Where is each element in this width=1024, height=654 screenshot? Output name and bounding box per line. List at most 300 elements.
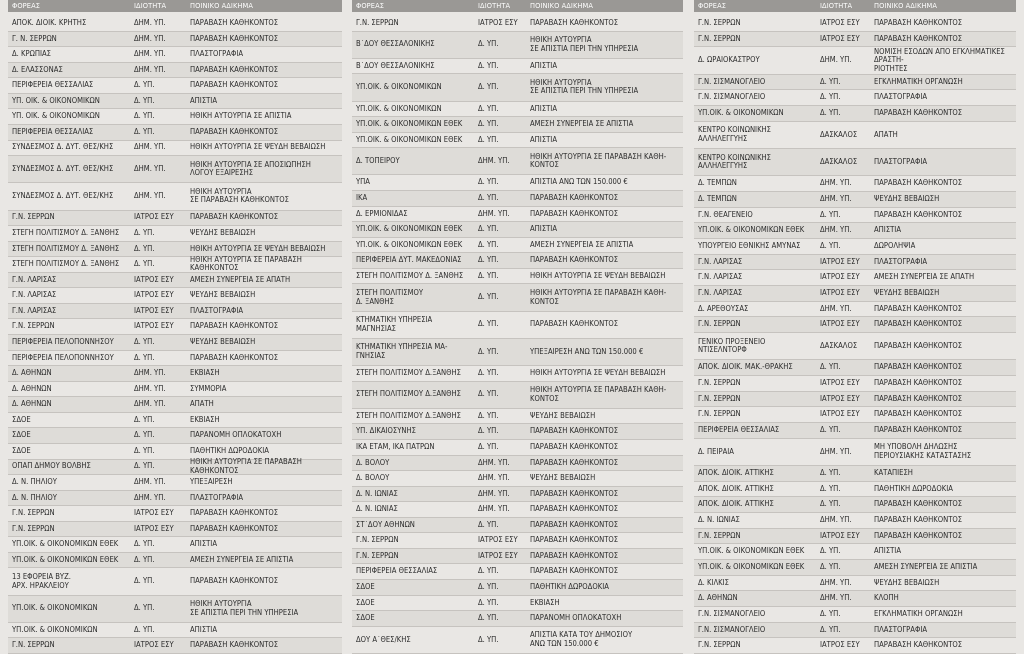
cell-foreas: ΥΠ.ΟΙΚ. & ΟΙΚΟΝΟΜΙΚΩΝ ΕΘΕΚ (356, 135, 463, 144)
table-row (8, 47, 342, 63)
table-row (694, 466, 1016, 482)
cell-foreas: Δ. ΑΡΕΘΟΥΣΑΣ (698, 304, 749, 313)
cell-adikima: ΠΑΡΑΒΑΣΗ ΚΑΘΗΚΟΝΤΟΣ (874, 109, 963, 118)
cell-idiotita: Δ. ΥΠ. (478, 320, 499, 329)
cell-adikima: ΗΘΙΚΗ ΑΥΤΟΥΡΓΙΑ ΣΕ ΨΕΥΔΗ ΒΕΒΑΙΩΣΗ (530, 271, 666, 280)
table-row (694, 392, 1016, 408)
cell-idiotita: Δ. ΥΠ. (134, 353, 155, 362)
cell-idiotita: ΔΗΜ. ΥΠ. (134, 369, 166, 378)
cell-adikima: ΨΕΥΔΗΣ ΒΕΒΑΙΩΣΗ (874, 578, 940, 587)
cell-idiotita: Δ. ΥΠ. (478, 347, 499, 356)
table-header (694, 0, 1016, 12)
cell-foreas: Δ. ΕΛΑΣΣΟΝΑΣ (12, 65, 63, 74)
cell-foreas: Γ.Ν. ΣΕΡΡΩΝ (698, 394, 741, 403)
cell-idiotita: Δ. ΥΠ. (820, 610, 841, 619)
cell-foreas: ΥΠ.ΟΙΚ. & ΟΙΚΟΝΟΜΙΚΩΝ ΕΘΕΚ (12, 540, 119, 549)
cell-adikima: ΠΑΡΑΒΑΣΗ ΚΑΘΗΚΟΝΤΟΣ (530, 520, 619, 529)
cell-idiotita: Δ. ΥΠ. (478, 225, 499, 234)
cell-idiotita: ΙΑΤΡΟΣ ΕΣΥ (820, 34, 860, 43)
cell-foreas: ΥΠΑ (356, 178, 370, 187)
cell-foreas: ΣΥΝΔΕΣΜΟΣ Δ. ΔΥΤ. ΘΕΣ/ΚΗΣ (12, 143, 114, 152)
cell-adikima: ΠΑΡΑΒΑΣΗ ΚΑΘΗΚΟΝΤΟΣ (190, 353, 279, 362)
cell-adikima: ΑΜΕΣΗ ΣΥΝΕΡΓΕΙΑ ΣΕ ΑΠΙΣΤΙΑ (874, 563, 978, 572)
cell-foreas: Δ. ΑΘΗΝΩΝ (698, 594, 738, 603)
table-row (8, 257, 342, 273)
cell-idiotita: Δ. ΥΠ. (478, 83, 499, 92)
cell-foreas: ΚΕΝΤΡΟ ΚΟΙΝΩΝΙΚΗΣ ΑΛΛΗΛΕΓΓΥΗΣ (698, 126, 771, 143)
cell-idiotita: ΙΑΤΡΟΣ ΕΣΥ (820, 257, 860, 266)
cell-foreas: Γ.Ν. ΣΕΡΡΩΝ (12, 213, 55, 222)
table-row (352, 16, 683, 32)
cell-adikima: ΠΑΡΑΒΑΣΗ ΚΑΘΗΚΟΝΤΟΣ (874, 19, 963, 28)
cell-adikima: ΠΑΡΑΒΑΣΗ ΚΑΘΗΚΟΝΤΟΣ (530, 320, 619, 329)
cell-idiotita: Δ. ΥΠ. (478, 256, 499, 265)
cell-idiotita: ΙΑΤΡΟΣ ΕΣΥ (134, 524, 174, 533)
cell-foreas: Δ. Ν. ΙΩΝΙΑΣ (698, 516, 740, 525)
cell-adikima: ΨΕΥΔΗΣ ΒΕΒΑΙΩΣΗ (530, 474, 596, 483)
table-row (694, 317, 1016, 333)
cell-idiotita: Δ. ΥΠ. (134, 96, 155, 105)
cell-adikima: ΠΑΡΑΒΑΣΗ ΚΑΘΗΚΟΝΤΟΣ (874, 500, 963, 509)
table-row (8, 397, 342, 413)
cell-idiotita: Δ. ΥΠ. (134, 229, 155, 238)
cell-idiotita: ΔΗΜ. ΥΠ. (820, 594, 852, 603)
table-row (352, 207, 683, 223)
table-row (8, 94, 342, 110)
cell-foreas: Γ.Ν. ΣΕΡΡΩΝ (12, 524, 55, 533)
cell-idiotita: ΔΗΜ. ΥΠ. (478, 458, 510, 467)
cell-foreas: Γ.Ν. ΣΕΡΡΩΝ (698, 379, 741, 388)
cell-idiotita: Δ. ΥΠ. (478, 583, 499, 592)
cell-idiotita: ΙΑΤΡΟΣ ΕΣΥ (134, 641, 174, 650)
cell-idiotita: Δ. ΥΠ. (134, 260, 155, 269)
cell-adikima: ΑΠΙΣΤΙΑ (530, 225, 557, 234)
cell-foreas: Γ. Ν. ΣΕΡΡΩΝ (12, 34, 57, 43)
cell-idiotita: ΔΗΜ. ΥΠ. (134, 18, 166, 27)
cell-adikima: ΠΑΡΑΒΑΣΗ ΚΑΘΗΚΟΝΤΟΣ (530, 18, 619, 27)
cell-foreas: ΥΠ.ΟΙΚ. & ΟΙΚΟΝΟΜΙΚΩΝ (12, 625, 98, 634)
table-row (8, 428, 342, 444)
cell-adikima: ΠΑΡΑΒΑΣΗ ΚΑΘΗΚΟΝΤΟΣ (530, 551, 619, 560)
cell-idiotita: ΔΗΜ. ΥΠ. (134, 493, 166, 502)
cell-idiotita: Δ. ΥΠ. (478, 104, 499, 113)
header-idiotita: ΙΔΙΟΤΗΤΑ (478, 1, 511, 10)
cell-adikima: ΠΛΑΣΤΟΓΡΑΦΙΑ (190, 50, 244, 59)
cell-adikima: ΗΘΙΚΗ ΑΥΤΟΥΡΓΙΑ ΣΕ ΑΠΙΣΤΙΑ ΠΕΡΙ ΤΗΝ ΥΠΗΡΕΣΙΑ (530, 36, 639, 53)
cell-foreas: ΓΕΝΙΚΟ ΠΡΟΞΕΝΕΙΟ ΝΤΙΣΕΛΝΤΟΡΦ (698, 337, 766, 355)
cell-foreas: ΟΠΑΠ ΔΗΜΟΥ ΒΟΛΒΗΣ (12, 462, 91, 471)
cell-idiotita: Δ. ΥΠ. (478, 61, 499, 70)
cell-foreas: Γ.Ν. ΣΕΡΡΩΝ (698, 34, 741, 43)
cell-foreas: ΑΠΟΚ. ΔΙΟΙΚ. ΚΡΗΤΗΣ (12, 18, 87, 27)
cell-idiotita: Δ. ΥΠ. (820, 426, 841, 435)
cell-idiotita: Δ. ΥΠ. (820, 93, 841, 102)
table-row (8, 335, 342, 351)
cell-foreas: Γ.Ν. ΛΑΡΙΣΑΣ (698, 273, 743, 282)
cell-idiotita: Δ. ΥΠ. (478, 635, 499, 644)
cell-idiotita: Δ. ΥΠ. (478, 411, 499, 420)
cell-foreas: ΣΤΕΓΗ ΠΟΛΙΤΙΣΜΟΥ Δ. ΞΑΝΘΗΣ (356, 288, 424, 306)
cell-adikima: ΑΠΙΣΤΙΑ (190, 96, 217, 105)
table-row (8, 156, 342, 183)
cell-foreas: ΥΠΟΥΡΓΕΙΟ ΕΘΝΙΚΗΣ ΑΜΥΝΑΣ (698, 242, 801, 251)
cell-foreas: Γ.Ν. ΛΑΡΙΣΑΣ (12, 306, 57, 315)
cell-foreas: ΠΕΡΙΦΕΡΕΙΑ ΠΕΛΟΠΟΝΝΗΣΟΥ (12, 353, 114, 362)
cell-adikima: ΑΠΑΤΗ (190, 400, 214, 409)
cell-adikima: ΠΑΡΑΒΑΣΗ ΚΑΘΗΚΟΝΤΟΣ (874, 210, 963, 219)
cell-foreas: ΥΠ.ΟΙΚ. & ΟΙΚΟΝΟΜΙΚΩΝ ΕΘΕΚ (356, 240, 463, 249)
table-row (694, 607, 1016, 623)
cell-adikima: ΠΑΡΑΒΑΣΗ ΚΑΘΗΚΟΝΤΟΣ (190, 81, 279, 90)
cell-adikima: ΑΠΙΣΤΙΑ (530, 104, 557, 113)
cell-idiotita: ΙΑΤΡΟΣ ΕΣΥ (478, 551, 518, 560)
cell-adikima: ΕΚΒΙΑΣΗ (190, 415, 220, 424)
cell-adikima: ΠΛΑΣΤΟΓΡΑΦΙΑ (190, 306, 244, 315)
cell-adikima: ΗΘΙΚΗ ΑΥΤΟΥΡΓΙΑ ΣΕ ΨΕΥΔΗ ΒΕΒΑΙΩΣΗ (530, 369, 666, 378)
cell-idiotita: ΙΑΤΡΟΣ ΕΣΥ (820, 410, 860, 419)
cell-adikima: ΔΩΡΟΛΗΨΙΑ (874, 242, 916, 251)
table-row (352, 502, 683, 518)
cell-adikima: ΠΑΡΑΒΑΣΗ ΚΑΘΗΚΟΝΤΟΣ (530, 256, 619, 265)
cell-idiotita: Δ. ΥΠ. (820, 625, 841, 634)
cell-foreas: Δ. ΒΟΛΟΥ (356, 458, 390, 467)
cell-idiotita: ΔΗΜ. ΥΠ. (134, 384, 166, 393)
cell-adikima: ΑΠΙΣΤΙΑ ΚΑΤΑ ΤΟΥ ΔΗΜΟΣΙΟΥ ΑΝΩ ΤΩΝ 150.000 € (530, 631, 633, 648)
cell-foreas: ΠΕΡΙΦΕΡΕΙΑ ΘΕΣΣΑΛΙΑΣ (12, 127, 94, 136)
cell-idiotita: ΔΑΣΚΑΛΟΣ (820, 130, 858, 139)
table-row (8, 522, 342, 538)
cell-adikima: ΠΑΡΑΒΑΣΗ ΚΑΘΗΚΟΝΤΟΣ (874, 363, 963, 372)
cell-adikima: ΠΑΡΑΒΑΣΗ ΚΑΘΗΚΟΝΤΟΣ (874, 320, 963, 329)
table-row (694, 407, 1016, 423)
cell-idiotita: ΔΗΜ. ΥΠ. (820, 195, 852, 204)
table-row (8, 623, 342, 639)
cell-adikima: ΑΜΕΣΗ ΣΥΝΕΡΓΕΙΑ ΣΕ ΑΠΙΣΤΙΑ (190, 555, 294, 564)
table-row (694, 255, 1016, 271)
table-row (694, 270, 1016, 286)
cell-adikima: ΑΜΕΣΗ ΣΥΝΕΡΓΕΙΑ ΣΕ ΑΠΙΣΤΙΑ (530, 120, 634, 129)
cell-foreas: ΥΠ.ΟΙΚ. & ΟΙΚΟΝΟΜΙΚΩΝ ΕΘΕΚ (12, 555, 119, 564)
cell-idiotita: ΔΗΜ. ΥΠ. (820, 226, 852, 235)
table-row (352, 339, 683, 366)
header-adikima: ΠΟΙΝΙΚΟ ΑΔΙΚΗΜΑ (530, 1, 594, 10)
cell-adikima: ΑΜΕΣΗ ΣΥΝΕΡΓΕΙΑ ΣΕ ΑΠΙΣΤΙΑ (530, 240, 634, 249)
table-row (352, 133, 683, 149)
cell-adikima: ΑΠΙΣΤΙΑ ΑΝΩ ΤΩΝ 150.000 € (530, 178, 628, 187)
cell-foreas: ΣΤΕΓΗ ΠΟΛΙΤΙΣΜΟΥ Δ.ΞΑΝΘΗΣ (356, 411, 461, 420)
table-row (8, 568, 342, 595)
table-row (352, 611, 683, 627)
cell-idiotita: Δ. ΥΠ. (478, 369, 499, 378)
table-row (352, 32, 683, 59)
cell-foreas: Δ. ΩΡΑΙΟΚΑΣΤΡΟΥ (698, 56, 760, 65)
cell-adikima: ΠΑΡΑΒΑΣΗ ΚΑΘΗΚΟΝΤΟΣ (530, 194, 619, 203)
cell-adikima: ΕΚΒΙΑΣΗ (530, 598, 560, 607)
cell-idiotita: Δ. ΥΠ. (478, 135, 499, 144)
cell-adikima: ΠΛΑΣΤΟΓΡΑΦΙΑ (874, 257, 928, 266)
table-row (694, 623, 1016, 639)
cell-foreas: Γ.Ν. ΣΙΣΜΑΝΟΓΛΕΙΟ (698, 93, 766, 102)
table-row (8, 78, 342, 94)
table-row (8, 183, 342, 210)
cell-idiotita: ΙΑΤΡΟΣ ΕΣΥ (820, 19, 860, 28)
cell-adikima: ΕΚΒΙΑΣΗ (190, 369, 220, 378)
table-column-3 (694, 0, 1016, 654)
cell-adikima: ΠΑΡΑΒΑΣΗ ΚΑΘΗΚΟΝΤΟΣ (874, 410, 963, 419)
table-row (352, 117, 683, 133)
cell-adikima: ΠΑΡΑΒΑΣΗ ΚΑΘΗΚΟΝΤΟΣ (530, 505, 619, 514)
table-row (8, 444, 342, 460)
cell-idiotita: ΔΗΜ. ΥΠ. (820, 447, 852, 456)
cell-idiotita: ΔΗΜ. ΥΠ. (134, 192, 166, 201)
header-foreas: ΦΟΡΕΑΣ (698, 1, 727, 10)
cell-adikima: ΕΓΚΛΗΜΑΤΙΚΗ ΟΡΓΑΝΩΣΗ (874, 610, 963, 619)
cell-adikima: ΗΘΙΚΗ ΑΥΤΟΥΡΓΙΑ ΣΕ ΨΕΥΔΗ ΒΕΒΑΙΩΣΗ (190, 244, 326, 253)
cell-adikima: ΠΛΑΣΤΟΓΡΑΦΙΑ (190, 493, 244, 502)
cell-adikima: ΨΕΥΔΗΣ ΒΕΒΑΙΩΣΗ (530, 411, 596, 420)
table-row (694, 75, 1016, 91)
cell-foreas: ΥΠ.ΟΙΚ. & ΟΙΚΟΝΟΜΙΚΩΝ ΕΘΕΚ (698, 563, 805, 572)
table-row (352, 424, 683, 440)
table-row (694, 239, 1016, 255)
table-row (8, 273, 342, 289)
table-row (352, 222, 683, 238)
cell-foreas: Δ. Ν. ΠΗΛΙΟΥ (12, 478, 57, 487)
cell-adikima: ΠΑΡΑΒΑΣΗ ΚΑΘΗΚΟΝΤΟΣ (874, 304, 963, 313)
cell-idiotita: ΔΗΜ. ΥΠ. (820, 304, 852, 313)
table-row (352, 456, 683, 472)
cell-idiotita: ΔΗΜ. ΥΠ. (134, 65, 166, 74)
table-column-2 (352, 0, 683, 654)
cell-foreas: Δ. Ν. ΠΗΛΙΟΥ (12, 493, 57, 502)
cell-idiotita: Δ. ΥΠ. (134, 446, 155, 455)
cell-idiotita: ΔΗΜ. ΥΠ. (478, 489, 510, 498)
table-row (694, 90, 1016, 106)
cell-foreas: ΚΕΝΤΡΟ ΚΟΙΝΩΝΙΚΗΣ ΑΛΛΗΛΕΓΓΥΗΣ (698, 153, 771, 171)
cell-idiotita: Δ. ΥΠ. (134, 555, 155, 564)
table-body (694, 12, 1016, 654)
cell-idiotita: ΙΑΤΡΟΣ ΕΣΥ (820, 394, 860, 403)
cell-adikima: ΑΠΙΣΤΙΑ (530, 135, 557, 144)
cell-idiotita: Δ. ΥΠ. (478, 567, 499, 576)
cell-adikima: ΨΕΥΔΗΣ ΒΕΒΑΙΩΣΗ (874, 195, 940, 204)
cell-foreas: Δ. Ν. ΙΩΝΙΑΣ (356, 489, 398, 498)
cell-idiotita: Δ. ΥΠ. (134, 577, 155, 586)
cell-foreas: ΥΠ.ΟΙΚ. & ΟΙΚΟΝΟΜΙΚΩΝ ΕΘΕΚ (698, 547, 805, 556)
cell-foreas: ΣΤ΄ΔΟΥ ΑΘΗΝΩΝ (356, 520, 415, 529)
cell-adikima: ΠΑΡΑΒΑΣΗ ΚΑΘΗΚΟΝΤΟΣ (874, 426, 963, 435)
cell-adikima: ΕΓΚΛΗΜΑΤΙΚΗ ΟΡΓΑΝΩΣΗ (874, 77, 963, 86)
cell-foreas: ΠΕΡΙΦΕΡΕΙΑ ΘΕΣΣΑΛΙΑΣ (12, 81, 94, 90)
cell-idiotita: Δ. ΥΠ. (134, 81, 155, 90)
cell-foreas: ΥΠ. ΟΙΚ. & ΟΙΚΟΝΟΜΙΚΩΝ (12, 112, 100, 121)
table-row (352, 253, 683, 269)
cell-idiotita: Δ. ΥΠ. (820, 242, 841, 251)
cell-adikima: ΠΑΡΑΒΑΣΗ ΚΑΘΗΚΟΝΤΟΣ (190, 213, 279, 222)
table-row (694, 16, 1016, 32)
cell-foreas: ΥΠ.ΟΙΚ. & ΟΙΚΟΝΟΜΙΚΩΝ (12, 604, 98, 613)
cell-foreas: Γ.Ν. ΣΙΣΜΑΝΟΓΛΕΙΟ (698, 625, 766, 634)
table-row (694, 482, 1016, 498)
table-row (352, 533, 683, 549)
cell-idiotita: Δ. ΥΠ. (820, 109, 841, 118)
cell-adikima: ΗΘΙΚΗ ΑΥΤΟΥΡΓΙΑ ΣΕ ΠΑΡΑΒΑΣΗ ΚΑΘΗ- ΚΟΝΤΟΣ (530, 152, 667, 170)
cell-adikima: ΠΑΡΑΒΑΣΗ ΚΑΘΗΚΟΝΤΟΣ (190, 524, 279, 533)
table-row (352, 148, 683, 175)
table-row (8, 351, 342, 367)
cell-adikima: ΥΠΕΞΑΙΡΕΣΗ ΑΝΩ ΤΩΝ 150.000 € (530, 347, 644, 356)
cell-foreas: Γ.Ν. ΣΕΡΡΩΝ (698, 531, 741, 540)
table-row (352, 487, 683, 503)
cell-adikima: ΠΑΡΑΒΑΣΗ ΚΑΘΗΚΟΝΤΟΣ (874, 394, 963, 403)
cell-foreas: Γ.Ν. ΣΙΣΜΑΝΟΓΛΕΙΟ (698, 77, 766, 86)
cell-foreas: Γ.Ν. ΣΕΡΡΩΝ (698, 410, 741, 419)
table-row (8, 491, 342, 507)
cell-foreas: Γ.Ν. ΘΕΑΓΕΝΕΙΟ (698, 210, 753, 219)
table-row (352, 102, 683, 118)
table-row (352, 471, 683, 487)
table-row (694, 47, 1016, 74)
cell-foreas: ΥΠ. ΟΙΚ. & ΟΙΚΟΝΟΜΙΚΩΝ (12, 96, 100, 105)
cell-idiotita: Δ. ΥΠ. (134, 431, 155, 440)
cell-adikima: ΠΛΑΣΤΟΓΡΑΦΙΑ (874, 625, 928, 634)
cell-idiotita: ΔΗΜ. ΥΠ. (820, 56, 852, 65)
cell-foreas: ΣΤΕΓΗ ΠΟΛΙΤΙΣΜΟΥ Δ. ΞΑΝΘΗΣ (12, 260, 120, 269)
cell-foreas: ΙΚΑ ΕΤΑΜ, ΙΚΑ ΠΑΤΡΩΝ (356, 442, 435, 451)
cell-idiotita: Δ. ΥΠ. (478, 520, 499, 529)
cell-adikima: ΑΠΑΤΗ (874, 130, 898, 139)
cell-idiotita: Δ. ΥΠ. (820, 547, 841, 556)
cell-adikima: ΠΑΡΑΒΑΣΗ ΚΑΘΗΚΟΝΤΟΣ (874, 379, 963, 388)
cell-foreas: ΣΔΟΕ (12, 415, 31, 424)
cell-foreas: ΙΚΑ (356, 194, 368, 203)
table-row (352, 312, 683, 339)
cell-adikima: ΑΜΕΣΗ ΣΥΝΕΡΓΕΙΑ ΣΕ ΑΠΑΤΗ (874, 273, 975, 282)
table-row (694, 333, 1016, 360)
table-row (352, 238, 683, 254)
table-row (352, 440, 683, 456)
cell-foreas: ΣΤΕΓΗ ΠΟΛΙΤΙΣΜΟΥ Δ.ΞΑΝΘΗΣ (356, 390, 461, 399)
cell-idiotita: ΔΗΜ. ΥΠ. (478, 157, 510, 166)
cell-idiotita: Δ. ΥΠ. (820, 469, 841, 478)
table-row (8, 109, 342, 125)
cell-adikima: ΨΕΥΔΗΣ ΒΕΒΑΙΩΣΗ (190, 291, 256, 300)
cell-idiotita: Δ. ΥΠ. (478, 178, 499, 187)
cell-adikima: ΠΑΡΑΒΑΣΗ ΚΑΘΗΚΟΝΤΟΣ (530, 442, 619, 451)
table-row (694, 591, 1016, 607)
cell-idiotita: Δ. ΥΠ. (478, 293, 499, 302)
cell-adikima: ΝΟΜΙΣΗ ΕΣΟΔΩΝ ΑΠΟ ΕΓΚΛΗΜΑΤΙΚΕΣ ΔΡΑΣΤΗ- ΡΙΟΤΗΤΕΣ (874, 47, 1005, 73)
cell-foreas: Δ. ΑΘΗΝΩΝ (12, 369, 52, 378)
cell-idiotita: Δ. ΥΠ. (478, 598, 499, 607)
cell-idiotita: Δ. ΥΠ. (478, 614, 499, 623)
cell-idiotita: Δ. ΥΠ. (478, 427, 499, 436)
table-row (8, 366, 342, 382)
table-row (352, 596, 683, 612)
cell-adikima: ΑΜΕΣΗ ΣΥΝΕΡΓΕΙΑ ΣΕ ΑΠΑΤΗ (190, 275, 291, 284)
table-row (352, 627, 683, 654)
table-row (694, 513, 1016, 529)
cell-foreas: ΥΠ.ΟΙΚ. & ΟΙΚΟΝΟΜΙΚΩΝ ΕΘΕΚ (356, 225, 463, 234)
cell-adikima: ΠΑΡΑΒΑΣΗ ΚΑΘΗΚΟΝΤΟΣ (190, 641, 279, 650)
cell-idiotita: ΙΑΤΡΟΣ ΕΣΥ (134, 322, 174, 331)
cell-foreas: ΠΕΡΙΦΕΡΕΙΑ ΠΕΛΟΠΟΝΝΗΣΟΥ (12, 337, 114, 346)
cell-foreas: ΑΠΟΚ. ΔΙΟΙΚ. ΑΤΤΙΚΗΣ (698, 500, 774, 509)
cell-foreas: ΑΠΟΚ. ΔΙΟΙΚ. ΜΑΚ.-ΘΡΑΚΗΣ (698, 363, 793, 372)
cell-foreas: ΣΥΝΔΕΣΜΟΣ Δ. ΔΥΤ. ΘΕΣ/ΚΗΣ (12, 192, 114, 201)
cell-idiotita: ΔΗΜ. ΥΠ. (820, 516, 852, 525)
cell-foreas: ΣΔΟΕ (356, 583, 375, 592)
cell-foreas: Γ.Ν. ΣΙΣΜΑΝΟΓΛΕΙΟ (698, 610, 766, 619)
cell-idiotita: ΙΑΤΡΟΣ ΕΣΥ (820, 273, 860, 282)
cell-foreas: ΣΤΕΓΗ ΠΟΛΙΤΙΣΜΟΥ Δ. ΞΑΝΘΗΣ (12, 229, 120, 238)
header-foreas: ΦΟΡΕΑΣ (12, 1, 41, 10)
table-row (8, 460, 342, 476)
table-row (8, 141, 342, 157)
cell-adikima: ΠΑΡΑΒΑΣΗ ΚΑΘΗΚΟΝΤΟΣ (190, 34, 279, 43)
cell-foreas: Γ.Ν. ΛΑΡΙΣΑΣ (12, 275, 57, 284)
cell-idiotita: ΔΗΜ. ΥΠ. (134, 143, 166, 152)
table-row (352, 564, 683, 580)
cell-adikima: ΑΠΙΣΤΙΑ (874, 547, 901, 556)
table-column-1 (8, 0, 342, 654)
table-row (8, 304, 342, 320)
cell-foreas: Γ.Ν. ΣΕΡΡΩΝ (12, 509, 55, 518)
cell-idiotita: ΙΑΤΡΟΣ ΕΣΥ (134, 306, 174, 315)
cell-adikima: ΗΘΙΚΗ ΑΥΤΟΥΡΓΙΑ ΣΕ ΠΑΡΑΒΑΣΗ ΚΑΘΗΚΟΝΤΟΣ (190, 458, 302, 475)
table-row (694, 302, 1016, 318)
cell-adikima: ΠΑΡΑΝΟΜΗ ΟΠΛΟΚΑΤΟΧΗ (530, 614, 622, 623)
cell-adikima: ΠΛΑΣΤΟΓΡΑΦΙΑ (874, 157, 928, 166)
cell-foreas: Γ.Ν. ΣΕΡΡΩΝ (12, 641, 55, 650)
cell-idiotita: ΔΑΣΚΑΛΟΣ (820, 341, 858, 350)
cell-foreas: ΠΕΡΙΦΕΡΕΙΑ ΔΥΤ. ΜΑΚΕΔΟΝΙΑΣ (356, 256, 462, 265)
table-row (352, 175, 683, 191)
cell-foreas: ΚΤΗΜΑΤΙΚΗ ΥΠΗΡΕΣΙΑ ΜΑΓΝΗΣΙΑΣ (356, 316, 433, 333)
cell-foreas: Γ.Ν. ΣΕΡΡΩΝ (12, 322, 55, 331)
cell-foreas: ΠΕΡΙΦΕΡΕΙΑ ΘΕΣΣΑΛΙΑΣ (698, 426, 780, 435)
cell-adikima: ΗΘΙΚΗ ΑΥΤΟΥΡΓΙΑ ΣΕ ΑΠΙΣΤΙΑ ΠΕΡΙ ΤΗΝ ΥΠΗΡΕΣΙΑ (190, 600, 299, 617)
table-row (694, 32, 1016, 48)
table-row (694, 529, 1016, 545)
cell-foreas: Γ.Ν. ΛΑΡΙΣΑΣ (12, 291, 57, 300)
cell-foreas: Δ. ΤΕΜΠΩΝ (698, 179, 737, 188)
cell-adikima: ΠΑΡΑΒΑΣΗ ΚΑΘΗΚΟΝΤΟΣ (190, 577, 279, 586)
table-row (352, 366, 683, 382)
cell-idiotita: Δ. ΥΠ. (134, 604, 155, 613)
table-row (694, 176, 1016, 192)
cell-idiotita: ΔΗΜ. ΥΠ. (478, 474, 510, 483)
cell-idiotita: ΔΗΜ. ΥΠ. (134, 50, 166, 59)
cell-foreas: Δ. ΠΕΙΡΑΙΑ (698, 447, 734, 456)
cell-adikima: ΠΑΘΗΤΙΚΗ ΔΩΡΟΔΟΚΙΑ (530, 583, 609, 592)
cell-idiotita: Δ. ΥΠ. (478, 240, 499, 249)
header-adikima: ΠΟΙΝΙΚΟ ΑΔΙΚΗΜΑ (874, 1, 938, 10)
cell-foreas: Γ.Ν. ΣΕΡΡΩΝ (356, 551, 399, 560)
cell-idiotita: ΔΗΜ. ΥΠ. (134, 400, 166, 409)
cell-foreas: Β΄ΔΟΥ ΘΕΣΣΑΛΟΝΙΚΗΣ (356, 61, 435, 70)
table-row (352, 284, 683, 311)
table-row (694, 223, 1016, 239)
table-row (694, 638, 1016, 654)
cell-foreas: Δ. ΤΟΠΕΙΡΟΥ (356, 157, 400, 166)
cell-idiotita: Δ. ΥΠ. (820, 77, 841, 86)
table-row (352, 580, 683, 596)
table-row (694, 576, 1016, 592)
table-row (694, 106, 1016, 122)
cell-idiotita: ΙΑΤΡΟΣ ΕΣΥ (820, 289, 860, 298)
cell-foreas: ΚΤΗΜΑΤΙΚΗ ΥΠΗΡΕΣΙΑ ΜΑ- ΓΝΗΣΙΑΣ (356, 343, 448, 360)
